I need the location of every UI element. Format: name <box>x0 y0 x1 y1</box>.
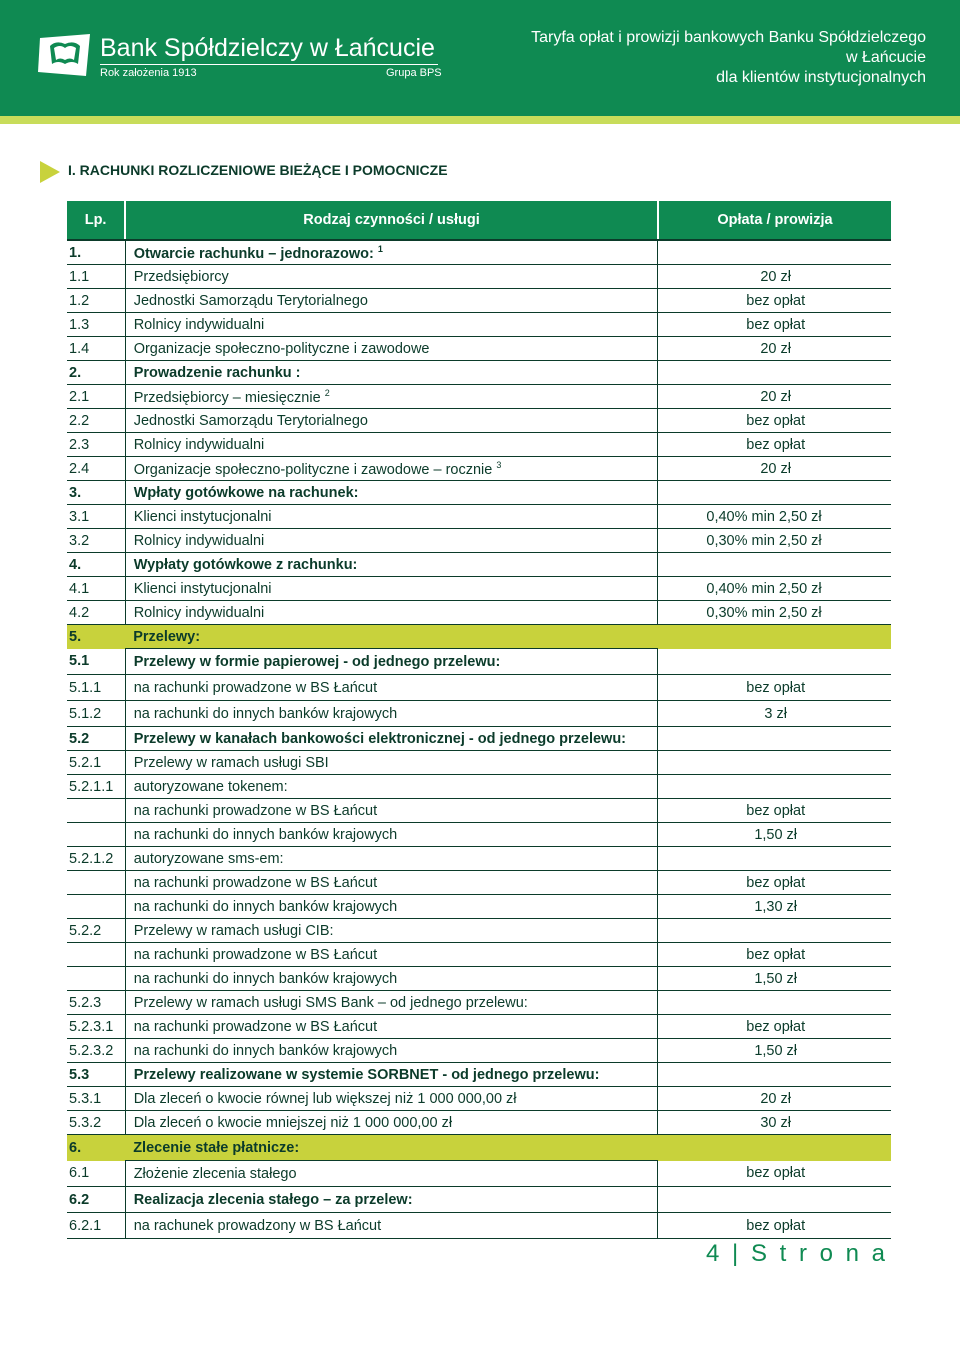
bank-founded: Rok założenia 1913 <box>100 67 197 79</box>
page-number: 4 | S t r o n a <box>706 1240 888 1267</box>
section-arrow-icon <box>40 161 60 183</box>
service-label: na rachunki prowadzone w BS Łańcut <box>133 1018 378 1035</box>
row-service <box>125 991 658 1015</box>
row-service <box>125 1087 658 1111</box>
header-stripe <box>0 116 960 124</box>
table-row <box>67 847 891 871</box>
row-fee <box>658 649 891 675</box>
row-fee <box>658 1063 891 1087</box>
table-row <box>67 385 891 409</box>
row-service <box>125 457 658 481</box>
row-number: 2.1 <box>67 385 125 409</box>
table-row <box>67 433 891 457</box>
service-label: Przelewy w kanałach bankowości elektronicznej - od jednego przelewu: <box>133 730 627 747</box>
service-label: na rachunek prowadzony w BS Łańcut <box>133 1217 382 1234</box>
table-row <box>67 1111 891 1135</box>
row-fee <box>658 240 891 265</box>
row-number <box>67 943 125 967</box>
row-service <box>125 895 658 919</box>
header-divider <box>100 64 438 65</box>
column-header-fee: Opłata / prowizja <box>658 201 891 240</box>
row-fee: 0,40% min 2,50 zł <box>658 577 891 601</box>
row-number: 1. <box>67 240 125 265</box>
row-service <box>125 1111 658 1135</box>
row-number: 5.2.3 <box>67 991 125 1015</box>
table-row <box>67 943 891 967</box>
service-label: Jednostki Samorządu Terytorialnego <box>133 292 368 309</box>
bank-logo-icon <box>36 32 94 78</box>
table-row <box>67 505 891 529</box>
table-row <box>67 529 891 553</box>
table-row <box>67 409 891 433</box>
service-label: Przelewy w ramach usługi SBI <box>133 754 329 771</box>
table-row <box>67 799 891 823</box>
row-fee: bez opłat <box>658 1161 891 1187</box>
row-fee <box>658 991 891 1015</box>
row-number: 5.3.1 <box>67 1087 125 1111</box>
table-row <box>67 895 891 919</box>
row-service <box>125 967 658 991</box>
fee-table <box>67 201 891 1239</box>
document-title-line: dla klientów instytucjonalnych <box>716 69 926 86</box>
row-service <box>125 823 658 847</box>
column-header-lp: Lp. <box>67 201 125 240</box>
row-fee <box>658 847 891 871</box>
row-fee: 30 zł <box>658 1111 891 1135</box>
row-number: 5.1 <box>67 649 125 675</box>
row-fee <box>658 775 891 799</box>
page-header <box>0 0 960 116</box>
row-service <box>125 701 658 727</box>
row-number: 5. <box>67 625 125 649</box>
row-service <box>125 577 658 601</box>
row-number <box>67 895 125 919</box>
service-label: Wypłaty gotówkowe z rachunku: <box>133 556 358 573</box>
row-number: 5.2.1.2 <box>67 847 125 871</box>
service-label: na rachunki do innych banków krajowych <box>133 1042 398 1059</box>
row-service <box>125 409 658 433</box>
row-number: 4.2 <box>67 601 125 625</box>
row-service <box>125 1063 658 1087</box>
row-fee: bez opłat <box>658 289 891 313</box>
service-label: Prowadzenie rachunku : <box>133 364 301 381</box>
row-service <box>125 1015 658 1039</box>
table-row <box>67 1087 891 1111</box>
service-label: Dla zleceń o kwocie mniejszej niż 1 000 000,00 zł <box>133 1114 453 1131</box>
row-number: 3.2 <box>67 529 125 553</box>
table-row <box>67 1039 891 1063</box>
service-label: Przelewy: <box>133 628 201 645</box>
row-fee: bez opłat <box>658 1213 891 1239</box>
table-row <box>67 289 891 313</box>
row-number: 1.1 <box>67 265 125 289</box>
row-service <box>125 481 658 505</box>
service-label: na rachunki do innych banków krajowych <box>133 705 398 722</box>
row-number: 1.4 <box>67 337 125 361</box>
row-fee: 20 zł <box>658 385 891 409</box>
service-label: Dla zleceń o kwocie równej lub większej niż 1 000 000,00 zł <box>133 1090 517 1107</box>
row-fee: 1,50 zł <box>658 823 891 847</box>
row-fee: bez opłat <box>658 313 891 337</box>
fee-table-body <box>67 240 891 1239</box>
service-label: Rolnicy indywidualni <box>133 436 265 453</box>
row-service <box>125 1135 658 1161</box>
table-row <box>67 871 891 895</box>
row-number: 5.2.1 <box>67 751 125 775</box>
row-fee: 20 zł <box>658 265 891 289</box>
row-number: 4.1 <box>67 577 125 601</box>
section-title: I. RACHUNKI ROZLICZENIOWE BIEŻĄCE I POMOCNICZE <box>68 162 448 178</box>
table-row <box>67 1161 891 1187</box>
row-fee: bez opłat <box>658 433 891 457</box>
table-row <box>67 265 891 289</box>
row-number: 5.3 <box>67 1063 125 1087</box>
table-row <box>67 1187 891 1213</box>
row-service <box>125 625 658 649</box>
service-label: Organizacje społeczno-polityczne i zawodowe <box>133 340 430 357</box>
row-number: 4. <box>67 553 125 577</box>
row-fee: bez opłat <box>658 409 891 433</box>
table-row <box>67 457 891 481</box>
row-service <box>125 775 658 799</box>
service-label: Złożenie zlecenia stałego <box>133 1165 297 1182</box>
service-label: Zlecenie stałe płatnicze: <box>133 1139 300 1156</box>
table-row <box>67 601 891 625</box>
table-row <box>67 577 891 601</box>
row-service <box>125 1213 658 1239</box>
service-label: Otwarcie rachunku – jednorazowo: <box>133 245 374 262</box>
row-fee: 1,50 zł <box>658 967 891 991</box>
row-fee <box>658 751 891 775</box>
row-fee <box>658 919 891 943</box>
table-row <box>67 1015 891 1039</box>
footnote-marker: 1 <box>377 243 383 254</box>
row-number: 2. <box>67 361 125 385</box>
row-number: 5.1.2 <box>67 701 125 727</box>
service-label: Przelewy realizowane w systemie SORBNET - od jednego przelewu: <box>133 1066 600 1083</box>
row-fee: 0,30% min 2,50 zł <box>658 529 891 553</box>
service-label: Przelewy w ramach usługi CIB: <box>133 922 334 939</box>
row-service <box>125 529 658 553</box>
service-label: Klienci instytucjonalni <box>133 508 272 525</box>
row-service <box>125 871 658 895</box>
row-number <box>67 967 125 991</box>
table-row <box>67 751 891 775</box>
row-fee: 1,30 zł <box>658 895 891 919</box>
document-title-line: Taryfa opłat i prowizji bankowych Banku Spółdzielczego <box>531 29 926 46</box>
table-row <box>67 481 891 505</box>
row-fee: bez opłat <box>658 1015 891 1039</box>
row-fee <box>658 553 891 577</box>
row-number: 5.3.2 <box>67 1111 125 1135</box>
service-label: Rolnicy indywidualni <box>133 532 265 549</box>
table-row <box>67 701 891 727</box>
document-title-line: w Łańcucie <box>845 49 926 66</box>
service-label: na rachunki do innych banków krajowych <box>133 970 398 987</box>
row-fee: bez opłat <box>658 799 891 823</box>
row-service <box>125 337 658 361</box>
row-number: 5.2.2 <box>67 919 125 943</box>
row-number: 5.2 <box>67 727 125 751</box>
table-row <box>67 775 891 799</box>
row-service <box>125 1187 658 1213</box>
table-row <box>67 991 891 1015</box>
table-row <box>67 967 891 991</box>
column-header-service: Rodzaj czynności / usługi <box>125 201 658 240</box>
row-service <box>125 675 658 701</box>
row-number: 6.1 <box>67 1161 125 1187</box>
row-fee: bez opłat <box>658 675 891 701</box>
table-row <box>67 727 891 751</box>
table-row <box>67 240 891 265</box>
row-number: 6. <box>67 1135 125 1161</box>
table-header-row <box>67 201 891 240</box>
table-row <box>67 919 891 943</box>
service-label: na rachunki prowadzone w BS Łańcut <box>133 679 378 696</box>
row-fee <box>658 727 891 751</box>
service-label: na rachunki prowadzone w BS Łańcut <box>133 874 378 891</box>
row-service <box>125 847 658 871</box>
row-number <box>67 823 125 847</box>
row-service <box>125 433 658 457</box>
service-label: Klienci instytucjonalni <box>133 580 272 597</box>
row-service <box>125 799 658 823</box>
row-number <box>67 799 125 823</box>
service-label: Realizacja zlecenia stałego – za przelew: <box>133 1191 413 1208</box>
row-service <box>125 727 658 751</box>
row-fee: 20 zł <box>658 1087 891 1111</box>
bank-group: Grupa BPS <box>386 67 442 79</box>
service-label: Rolnicy indywidualni <box>133 316 265 333</box>
document-title <box>506 28 926 88</box>
row-number: 2.3 <box>67 433 125 457</box>
row-fee <box>658 1135 891 1161</box>
table-row <box>67 1213 891 1239</box>
row-fee <box>658 481 891 505</box>
service-label: Przedsiębiorcy <box>133 268 229 285</box>
row-service <box>125 553 658 577</box>
row-fee: 20 zł <box>658 337 891 361</box>
row-service <box>125 505 658 529</box>
table-row <box>67 1063 891 1087</box>
row-service <box>125 313 658 337</box>
table-row <box>67 313 891 337</box>
footnote-marker: 3 <box>496 459 502 470</box>
row-number: 5.2.1.1 <box>67 775 125 799</box>
row-fee: bez opłat <box>658 943 891 967</box>
table-row <box>67 675 891 701</box>
row-service <box>125 240 658 265</box>
table-row <box>67 823 891 847</box>
row-service <box>125 289 658 313</box>
table-row <box>67 553 891 577</box>
row-service <box>125 601 658 625</box>
bank-name: Bank Spółdzielczy w Łańcucie <box>100 34 435 62</box>
row-number: 5.2.3.1 <box>67 1015 125 1039</box>
row-number: 1.2 <box>67 289 125 313</box>
table-row <box>67 625 891 649</box>
service-label: na rachunki prowadzone w BS Łańcut <box>133 946 378 963</box>
service-label: autoryzowane sms-em: <box>133 850 284 867</box>
row-fee <box>658 625 891 649</box>
row-service <box>125 385 658 409</box>
row-service <box>125 1039 658 1063</box>
row-number: 1.3 <box>67 313 125 337</box>
row-number: 6.2 <box>67 1187 125 1213</box>
service-label: Wpłaty gotówkowe na rachunek: <box>133 484 359 501</box>
row-fee <box>658 1187 891 1213</box>
row-number: 6.2.1 <box>67 1213 125 1239</box>
row-fee: 20 zł <box>658 457 891 481</box>
row-service <box>125 751 658 775</box>
row-service <box>125 265 658 289</box>
service-label: na rachunki prowadzone w BS Łańcut <box>133 802 378 819</box>
row-service <box>125 649 658 675</box>
row-service <box>125 1161 658 1187</box>
service-label: na rachunki do innych banków krajowych <box>133 898 398 915</box>
table-row <box>67 649 891 675</box>
row-service <box>125 943 658 967</box>
row-number: 5.2.3.2 <box>67 1039 125 1063</box>
row-fee <box>658 361 891 385</box>
row-service <box>125 361 658 385</box>
row-fee: 3 zł <box>658 701 891 727</box>
service-label: Jednostki Samorządu Terytorialnego <box>133 412 368 429</box>
row-fee: bez opłat <box>658 871 891 895</box>
table-row <box>67 1135 891 1161</box>
row-number: 2.4 <box>67 457 125 481</box>
row-number: 5.1.1 <box>67 675 125 701</box>
footnote-marker: 2 <box>324 387 330 398</box>
service-label: Rolnicy indywidualni <box>133 604 265 621</box>
service-label: Przedsiębiorcy – miesięcznie <box>133 389 321 406</box>
table-row <box>67 337 891 361</box>
row-number <box>67 871 125 895</box>
row-number: 3. <box>67 481 125 505</box>
service-label: na rachunki do innych banków krajowych <box>133 826 398 843</box>
service-label: Przelewy w ramach usługi SMS Bank – od jednego przelewu: <box>133 994 528 1011</box>
service-label: autoryzowane tokenem: <box>133 778 288 795</box>
row-fee: 1,50 zł <box>658 1039 891 1063</box>
row-number: 2.2 <box>67 409 125 433</box>
row-number: 3.1 <box>67 505 125 529</box>
row-fee: 0,40% min 2,50 zł <box>658 505 891 529</box>
service-label: Organizacje społeczno-polityczne i zawodowe – rocznie <box>133 461 493 478</box>
row-service <box>125 919 658 943</box>
service-label: Przelewy w formie papierowej - od jednego przelewu: <box>133 653 501 670</box>
table-row <box>67 361 891 385</box>
row-fee: 0,30% min 2,50 zł <box>658 601 891 625</box>
